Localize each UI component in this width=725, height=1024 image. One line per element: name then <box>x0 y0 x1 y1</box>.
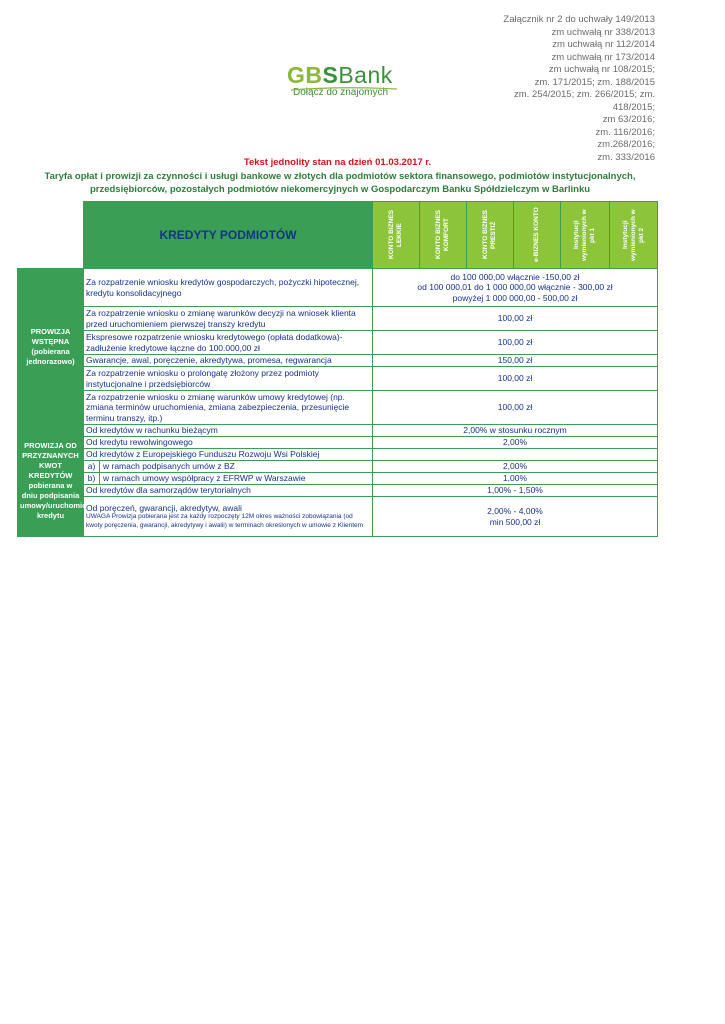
column-header <box>420 202 467 269</box>
fee-value <box>373 497 658 537</box>
sub-item-text: w ramach umowy współpracy z EFRWP w Warszawie <box>103 473 306 484</box>
section-subtitle: pobierana w dniu podpisania umowy/uruchomienia kredytu <box>20 480 98 520</box>
column-header <box>561 202 610 269</box>
amendment-line: zm. 254/2015; zm. 266/2015; zm. <box>514 89 655 100</box>
column-header-label: Instytucji wymienionych w pkt 1 <box>573 209 596 261</box>
amendment-line: Załącznik nr 2 do uchwały 149/2013 <box>503 14 655 25</box>
fee-description-sub <box>84 473 373 485</box>
logo-s: S <box>322 62 339 88</box>
column-header <box>514 202 561 269</box>
sub-item-letter: a) <box>86 461 100 472</box>
fee-description-sub <box>84 461 373 473</box>
fee-description: Od kredytów w rachunku bieżącym <box>84 425 373 437</box>
logo-slogan: Dołącz do znajomych <box>293 87 389 98</box>
fee-description: Za rozpatrzenie wniosku kredytów gospodarczych, pożyczki hipotecznej, kredytu konsolidacyjnego <box>84 269 373 307</box>
fee-note: UWAGA Prowizja pobierana jest za każdy rozpoczęty 12M okres ważności zobowiązania (od kwoty poręczenia, gwarancji, akredytywy i awalii) w terminach określonych w umowie z Klientem <box>86 513 364 529</box>
fee-value: 1,00% <box>373 473 658 485</box>
fee-value: 2,00% <box>373 461 658 473</box>
table-title: KREDYTY PODMIOTÓW <box>84 202 373 269</box>
section-subtitle: (pobierana jednorazowo) <box>26 346 75 366</box>
fee-value-minimum: min 500,00 zł <box>489 516 541 527</box>
amendment-line: zm uchwałą nr 108/2015; <box>548 64 655 75</box>
section-title: PROWIZJA WSTĘPNA <box>30 326 71 346</box>
fees-table <box>17 201 658 537</box>
fee-value: 100,00 zł <box>373 391 658 425</box>
tariff-title: Taryfa opłat i prowizji za czynności i usługi bankowe w złotych dla podmiotów sektora finansowego, podmiotów instytucjonalnych, przedsiębiorców, pozostałych podmiotów niekomercyjnych w Gospodarczym Banku Spółdzielczym w Barlinku <box>44 171 636 195</box>
column-header <box>610 202 658 269</box>
amendment-line: zm.268/2016; <box>597 139 655 150</box>
column-header <box>373 202 420 269</box>
column-header-label: KONTO BIZNES KOMFORT <box>435 210 450 260</box>
amendment-line: zm uchwałą nr 338/2013 <box>551 26 655 38</box>
fee-description: Od kredytów dla samorządów terytorialnych <box>84 485 373 497</box>
amendment-line: zm. 171/2015; zm. 188/2015 <box>534 76 655 88</box>
fee-description: Za rozpatrzenie wniosku o prolongatę złożony przez podmioty instytucjonalne i przedsiębiorców <box>84 367 373 391</box>
section-label-initial-fee <box>18 269 84 425</box>
logo-wordmark <box>287 62 417 88</box>
amendment-line: zm. 116/2016; <box>595 126 655 138</box>
fee-description: Za rozpatrzenie wniosku o zmianę warunków decyzji na wniosek klienta przed uruchomieniem pierwszej transzy kredytu <box>84 307 373 331</box>
amendment-line: zm uchwałą nr 173/2014 <box>551 51 655 63</box>
column-header-label: Instytucji wymienionych w pkt 2 <box>621 209 645 261</box>
header-blank-cell <box>18 202 84 269</box>
amendment-line: zm uchwałą nr 112/2014 <box>552 39 655 50</box>
fee-description: Od kredytu rewolwingowego <box>84 437 373 449</box>
table-row <box>18 461 658 473</box>
amendment-line: zm 63/2016; <box>602 114 655 125</box>
table-row <box>18 307 658 331</box>
amendment-line: 418/2015; <box>612 101 655 113</box>
fee-value: 1,00% - 1,50% <box>373 485 658 497</box>
table-header-row <box>18 202 658 269</box>
fee-value: 100,00 zł <box>373 331 658 355</box>
fee-description: Za rozpatrzenie wniosku o zmianę warunków umowy kredytowej (np. zmiana terminów uruchomienia, zmiana zabezpieczenia, przesunięcie terminu transzy, itp.) <box>84 391 373 425</box>
table-row <box>18 449 658 461</box>
column-header-label: e-BIZNES KONTO <box>533 207 540 263</box>
consolidated-text-date: Tekst jednolity stan na dzień 01.03.2017 r. <box>243 157 432 168</box>
fee-description: Gwarancje, awal, poręczenie, akredytywa, promesa, regwarancja <box>84 355 373 367</box>
column-header <box>467 202 514 269</box>
table-row <box>18 367 658 391</box>
amendment-list <box>435 14 655 164</box>
fee-value <box>373 449 658 461</box>
table-row <box>18 473 658 485</box>
fee-value: 100,00 zł <box>373 307 658 331</box>
section-label-granted-amount-fee <box>18 425 98 537</box>
logo-gb: GB <box>287 62 323 88</box>
fee-value-range: 2,00% - 4,00% <box>487 506 543 516</box>
logo-bank: Bank <box>338 62 393 88</box>
sub-item-text: w ramach podpisanych umów z BZ <box>103 461 235 472</box>
fee-description: Ekspresowe rozpatrzenie wniosku kredytowego (opłata dodatkowa)- zadłużenie kredytowe łączne do 100.000,00 zł <box>84 331 373 355</box>
gbs-bank-logo <box>287 62 417 108</box>
column-header-label: KONTO BIZNES LEKKIE <box>388 210 403 260</box>
table-row <box>18 355 658 367</box>
fee-description: Od kredytów z Europejskiego Funduszu Rozwoju Wsi Polskiej <box>84 449 373 461</box>
column-header-label: KONTO BIZNES PRESTIŻ <box>482 210 497 260</box>
fee-description-main: Od poręczeń, gwarancji, akredytyw, awali <box>86 502 242 513</box>
fee-value: 150,00 zł <box>373 355 658 367</box>
fee-value: 2,00% <box>373 437 658 449</box>
table-row <box>18 437 658 449</box>
table-row <box>18 485 658 497</box>
section-title: PROWIZJA OD PRZYZNANYCH KWOT KREDYTÓW <box>22 440 79 480</box>
table-row <box>18 391 658 425</box>
amendment-line: zm. 333/2016 <box>597 151 655 163</box>
fee-description <box>84 497 373 537</box>
table-row <box>18 331 658 355</box>
table-row <box>18 497 658 537</box>
fee-value: 2,00% w stosunku rocznym <box>373 425 658 437</box>
table-row <box>18 269 658 307</box>
sub-item-letter: b) <box>86 473 100 484</box>
fee-value: 100,00 zł <box>373 367 658 391</box>
fee-value: do 100 000,00 włącznie -150,00 zł od 100 000,01 do 1 000 000,00 włącznie - 300,00 zł powyżej 1 000 000,00 - 500,00 zł <box>373 269 658 307</box>
logo-swoosh-icon <box>289 86 399 91</box>
table-row <box>18 425 658 437</box>
